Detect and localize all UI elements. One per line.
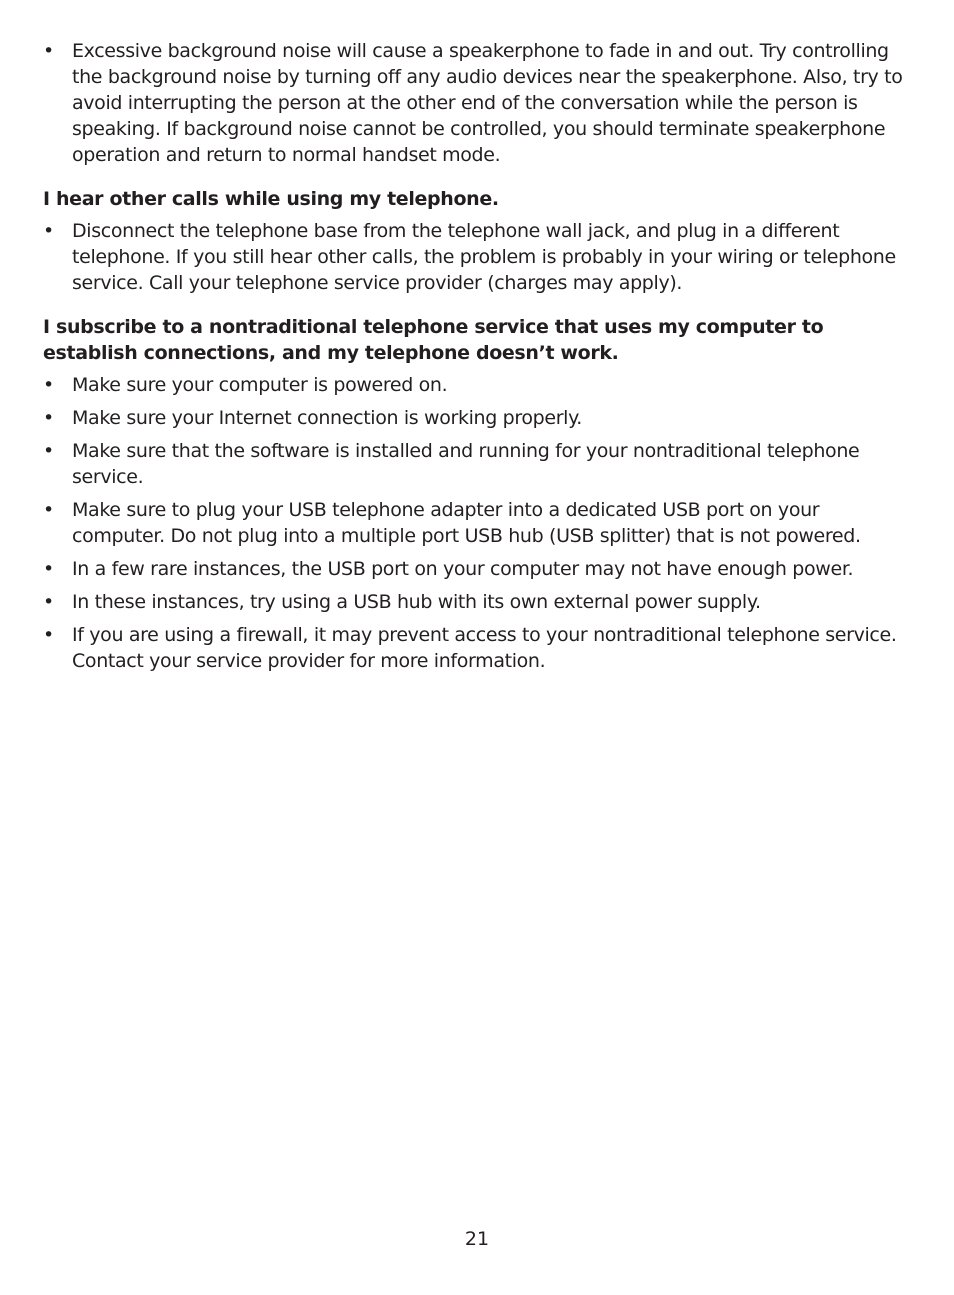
bullet-text: Disconnect the telephone base from the telephone wall jack, and plug in a different telephone. If you still hear other calls, the problem is probably in your wiring or telephone service. Call your telephone service provider (charges may apply). <box>72 220 896 294</box>
list-item <box>43 497 913 549</box>
bullet-text: In a few rare instances, the USB port on your computer may not have enough power. <box>72 558 854 580</box>
list-item <box>43 218 913 296</box>
intro-bullet-list <box>43 38 913 168</box>
bullet-list <box>43 372 913 674</box>
bullet-text: Make sure your Internet connection is working properly. <box>72 407 582 429</box>
bullet-text: Make sure to plug your USB telephone adapter into a dedicated USB port on your computer. Do not plug into a multiple port USB hub (USB splitter) that is not powered. <box>72 499 861 547</box>
bullet-icon: • <box>43 220 54 242</box>
section-heading: I hear other calls while using my telephone. <box>43 188 499 210</box>
bullet-icon: • <box>43 558 54 580</box>
list-item <box>43 38 913 168</box>
bullet-icon: • <box>43 499 54 521</box>
bullet-icon: • <box>43 440 54 462</box>
list-item <box>43 589 913 615</box>
section-nontraditional-service <box>43 314 913 674</box>
document-page <box>43 38 913 681</box>
section-heading: I subscribe to a nontraditional telephone service that uses my computer to establish connections, and my telephone doesn’t work. <box>43 316 824 364</box>
bullet-icon: • <box>43 40 54 62</box>
bullet-list <box>43 218 913 296</box>
bullet-icon: • <box>43 591 54 613</box>
bullet-text: Make sure that the software is installed and running for your nontraditional telephone service. <box>72 440 860 488</box>
list-item <box>43 622 913 674</box>
list-item <box>43 372 913 398</box>
list-item <box>43 405 913 431</box>
list-item <box>43 556 913 582</box>
list-item <box>43 438 913 490</box>
bullet-icon: • <box>43 407 54 429</box>
bullet-text: Make sure your computer is powered on. <box>72 374 448 396</box>
bullet-text: Excessive background noise will cause a speakerphone to fade in and out. Try controlling the background noise by turning off any audio devices near the speakerphone. Also, try to avoid interrupting the person at the other end of the conversation while the person is speaking. If background noise cannot be controlled, you should terminate speakerphone operation and return to normal handset mode. <box>72 40 903 166</box>
bullet-text: If you are using a firewall, it may prevent access to your nontraditional telephone service. Contact your service provider for more information. <box>72 624 897 672</box>
page-number: 21 <box>464 1228 490 1250</box>
bullet-icon: • <box>43 374 54 396</box>
bullet-text: In these instances, try using a USB hub with its own external power supply. <box>72 591 761 613</box>
bullet-icon: • <box>43 624 54 646</box>
section-other-calls <box>43 186 913 296</box>
